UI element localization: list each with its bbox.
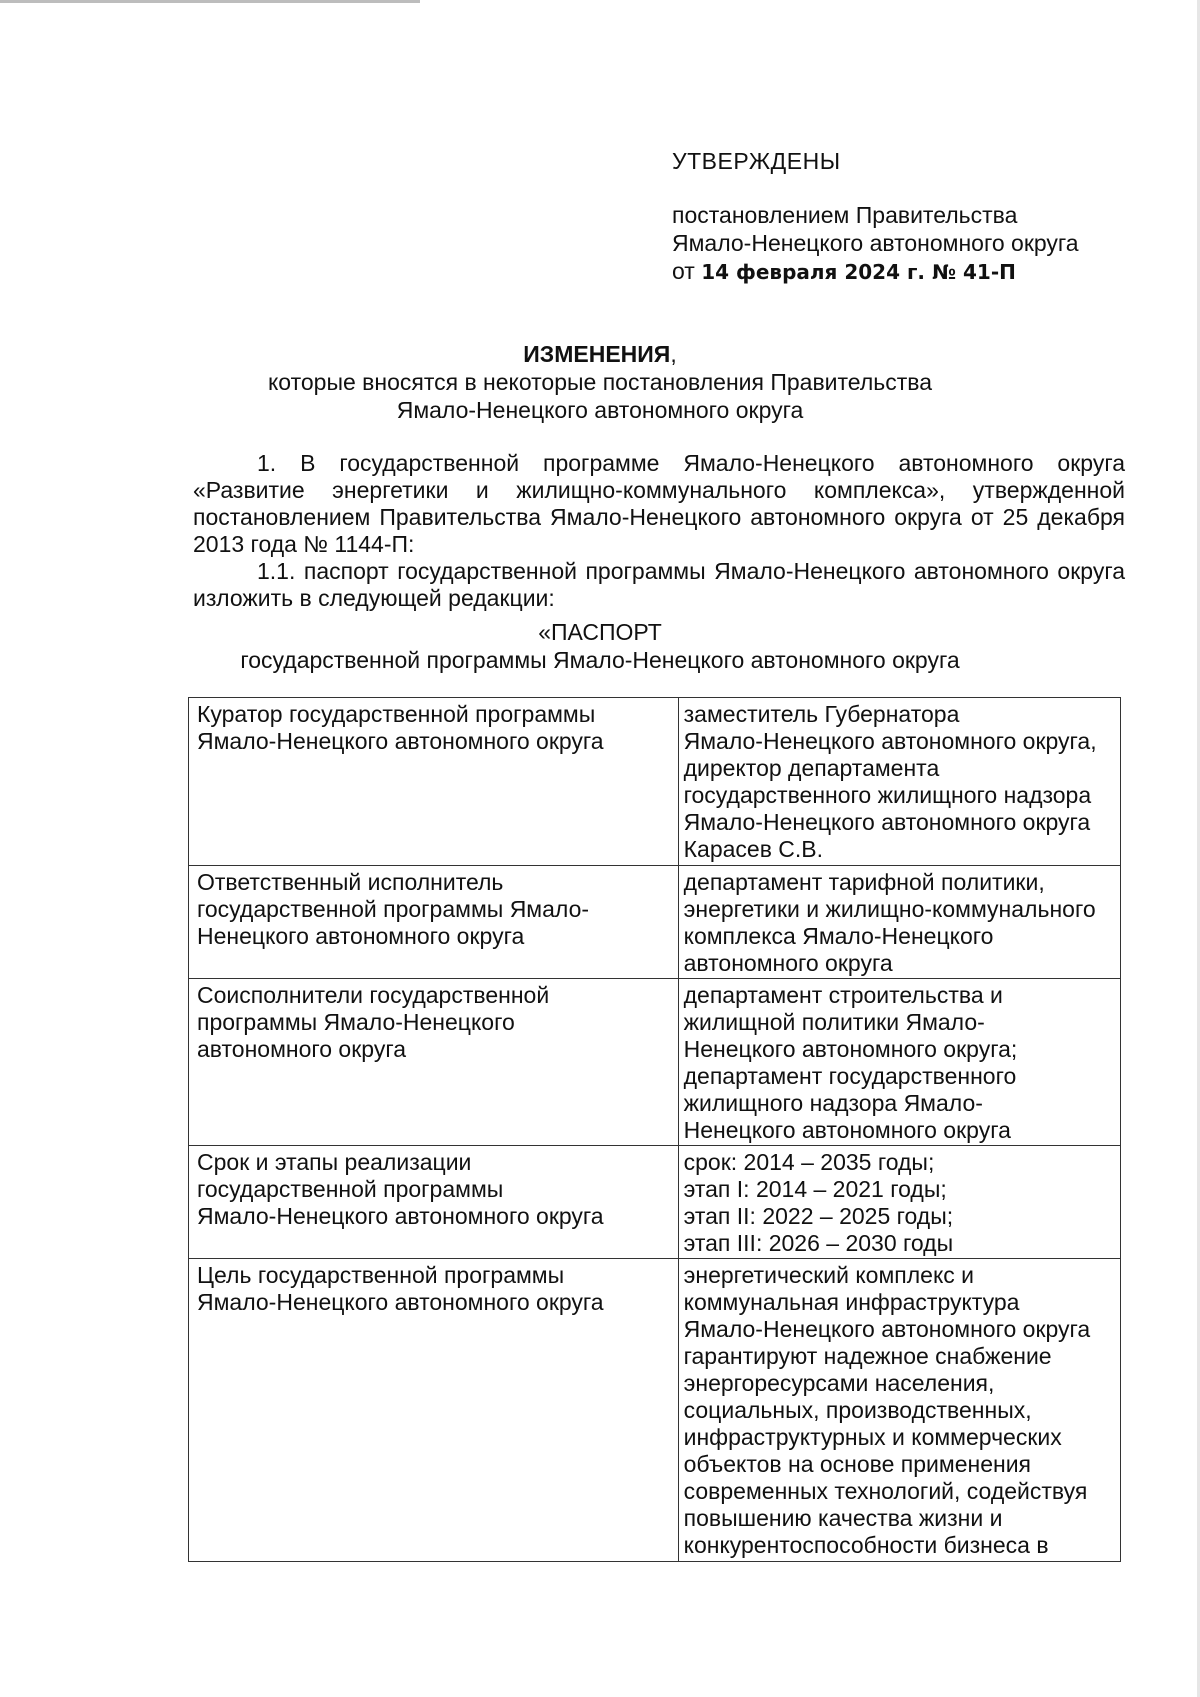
- passport-row-coexecutors: [189, 979, 1121, 1146]
- passport-value-cell: [678, 698, 1120, 866]
- cell-line: конкурентоспособности бизнеса в: [683, 1532, 1049, 1558]
- passport-value-cell: [678, 979, 1120, 1146]
- heading-subtitle-line-2: Ямало-Ненецкого автономного округа: [396, 397, 804, 423]
- cell-line: этап II: 2022 – 2025 годы;: [683, 1203, 954, 1229]
- cell-line: этап III: 2026 – 2030 годы: [683, 1230, 954, 1256]
- cell-line: Ямало-Ненецкого автономного округа: [197, 1203, 604, 1229]
- passport-row-goal: [189, 1259, 1121, 1562]
- heading-subtitle-line-1: которые вносятся в некоторые постановления Правительства: [267, 369, 933, 395]
- scan-edge-top: [0, 0, 420, 3]
- approval-line-1: постановлением Правительства: [672, 202, 1018, 228]
- passport-value-cell: [678, 866, 1120, 979]
- approval-date: 14 февраля 2024 г. № 41-П: [701, 260, 1016, 284]
- cell-line: Ямало-Ненецкого автономного округа: [683, 1316, 1091, 1342]
- heading-title-suffix: ,: [670, 341, 677, 367]
- cell-line: Ямало-Ненецкого автономного округа: [683, 809, 1091, 835]
- cell-line: заместитель Губернатора: [683, 701, 960, 727]
- cell-line: жилищного надзора Ямало-: [683, 1090, 983, 1116]
- paragraph-1-1: 1.1. паспорт государственной программы Ямало-Ненецкого автономного округа изложить в следующей редакции:: [193, 558, 1125, 611]
- cell-line: директор департамента: [683, 755, 940, 781]
- passport-row-responsible: [189, 866, 1121, 979]
- cell-line: объектов на основе применения: [683, 1451, 1031, 1477]
- cell-line: энергоресурсами населения,: [683, 1370, 995, 1396]
- cell-line: департамент строительства и: [683, 982, 1003, 1008]
- cell-line: гарантируют надежное снабжение: [683, 1343, 1052, 1369]
- passport-label-cell: [189, 698, 679, 866]
- approval-date-line: [672, 257, 1132, 286]
- cell-line: срок: 2014 – 2035 годы;: [683, 1149, 935, 1175]
- cell-line: повышению качества жизни и: [683, 1505, 1003, 1531]
- document-heading: [0, 340, 1200, 424]
- passport-label-cell: [189, 1146, 679, 1259]
- cell-line: социальных, производственных,: [683, 1397, 1032, 1423]
- cell-line: современных технологий, содействуя: [683, 1478, 1088, 1504]
- passport-label-cell: [189, 979, 679, 1146]
- approval-title: УТВЕРЖДЕНЫ: [672, 148, 841, 174]
- cell-line: этап I: 2014 – 2021 годы;: [683, 1176, 947, 1202]
- cell-line: Срок и этапы реализации: [197, 1149, 472, 1175]
- heading-title: ИЗМЕНЕНИЯ: [523, 341, 671, 367]
- approval-line-2: Ямало-Ненецкого автономного округа: [672, 230, 1079, 256]
- cell-line: энергетический комплекс и: [683, 1262, 975, 1288]
- cell-line: департамент государственного: [683, 1063, 1017, 1089]
- passport-row-term: [189, 1146, 1121, 1259]
- cell-line: жилищной политики Ямало-: [683, 1009, 985, 1035]
- cell-line: Ямало-Ненецкого автономного округа: [197, 1289, 604, 1315]
- paragraph-1: 1. В государственной программе Ямало-Ненецкого автономного округа «Развитие энергетики и жилищно-коммунального комплекса», утвержденной постановлением Правительства Ямало-Ненецкого автономного округа от 25 декабря 2013 года № 1144-П:: [193, 450, 1125, 557]
- cell-line: Ямало-Ненецкого автономного округа: [197, 728, 604, 754]
- cell-line: автономного округа: [683, 950, 893, 976]
- passport-subtitle: государственной программы Ямало-Ненецкого автономного округа: [240, 647, 960, 673]
- heading-title-line: [0, 340, 1200, 368]
- passport-value-cell: [678, 1146, 1120, 1259]
- approval-date-prefix: от: [672, 258, 695, 284]
- cell-line: Куратор государственной программы: [197, 701, 596, 727]
- cell-line: департамент тарифной политики,: [683, 869, 1045, 895]
- cell-line: государственной программы: [197, 1176, 504, 1202]
- cell-line: государственной программы Ямало-: [197, 896, 590, 922]
- body-text: [193, 450, 1125, 612]
- cell-line: Соисполнители государственной: [197, 982, 550, 1008]
- cell-line: коммунальная инфраструктура: [683, 1289, 1020, 1315]
- cell-line: энергетики и жилищно-коммунального: [683, 896, 1096, 922]
- passport-value-cell: [678, 1259, 1120, 1562]
- cell-line: инфраструктурных и коммерческих: [683, 1424, 1062, 1450]
- passport-table: [188, 697, 1121, 1562]
- cell-line: Ненецкого автономного округа: [197, 923, 525, 949]
- approval-block: [672, 147, 1132, 286]
- cell-line: Карасев С.В.: [683, 836, 824, 862]
- passport-label-cell: [189, 866, 679, 979]
- passport-heading: [0, 618, 1200, 674]
- cell-line: комплекса Ямало-Ненецкого: [683, 923, 994, 949]
- cell-line: автономного округа: [197, 1036, 406, 1062]
- cell-line: Ответственный исполнитель: [197, 869, 504, 895]
- passport-row-curator: [189, 698, 1121, 866]
- passport-title: «ПАСПОРТ: [538, 619, 662, 645]
- cell-line: Ямало-Ненецкого автономного округа,: [683, 728, 1097, 754]
- passport-label-cell: [189, 1259, 679, 1562]
- cell-line: Цель государственной программы: [197, 1262, 565, 1288]
- cell-line: государственного жилищного надзора: [683, 782, 1092, 808]
- cell-line: Ненецкого автономного округа;: [683, 1036, 1018, 1062]
- cell-line: Ненецкого автономного округа: [683, 1117, 1011, 1143]
- cell-line: программы Ямало-Ненецкого: [197, 1009, 515, 1035]
